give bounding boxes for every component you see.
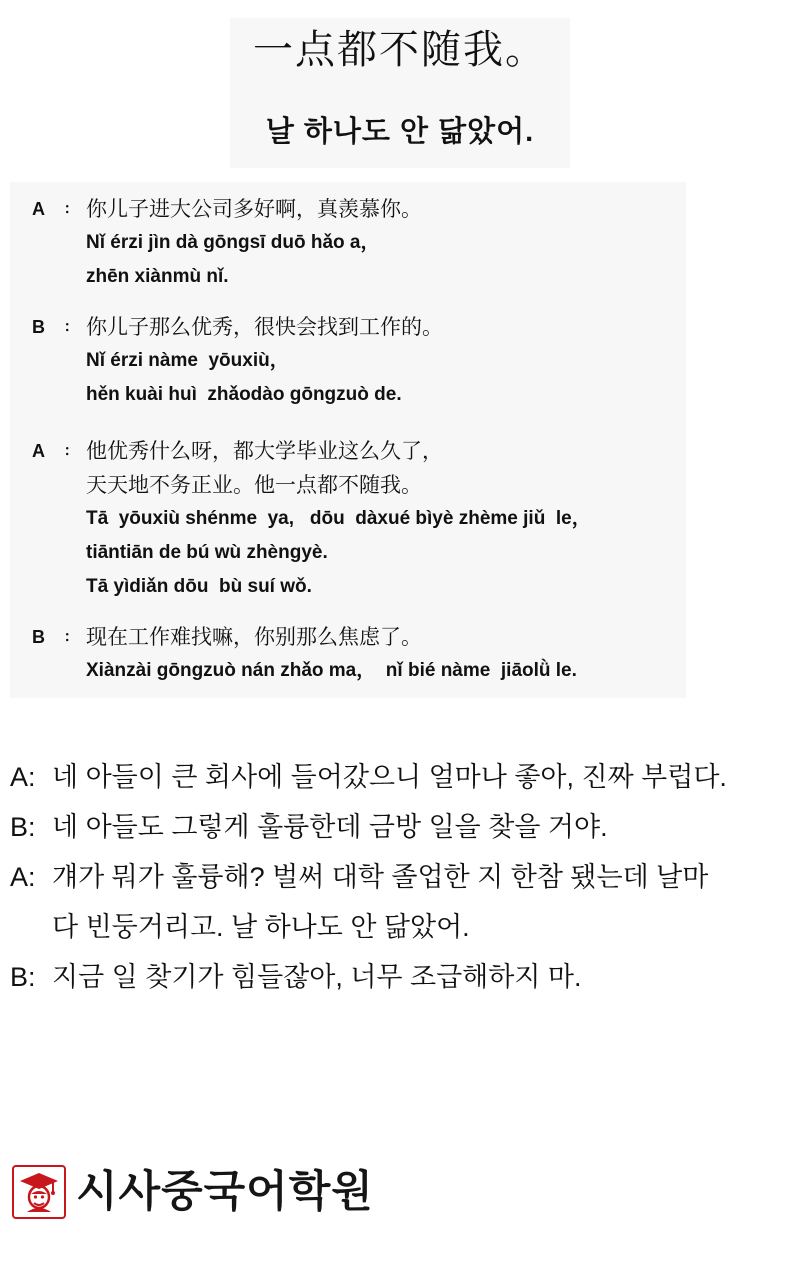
pinyin-line: Nǐ érzi nàme yōuxiù， — [86, 350, 289, 371]
speaker-colon: : — [64, 314, 71, 336]
korean-line — [10, 802, 790, 852]
korean-line — [10, 752, 790, 802]
korean-speaker-label: B: — [10, 962, 36, 992]
speaker-label: B — [32, 627, 45, 647]
chinese-line: 他优秀什么呀，都大学毕业这么久了， — [86, 439, 443, 463]
speaker-label: A — [32, 199, 45, 219]
brand-name: 시사중국어학원 — [76, 1168, 374, 1216]
speaker-colon: : — [64, 196, 71, 218]
korean-line — [10, 952, 790, 1002]
pinyin-line: Tā yōuxiù shénme ya, dōu dàxué bìyè zhème jiǔ le， — [86, 508, 591, 529]
korean-title: 날 하나도 안 닮았어. — [265, 116, 535, 148]
pinyin-line: zhēn xiànmù nǐ. — [86, 266, 229, 287]
pinyin-line: Xiànzài gōngzuò nán zhǎo ma， nǐ bié nàme jiāolǜ le. — [86, 660, 577, 681]
korean-line-continuation: 다 빈둥거리고. 날 하나도 안 닮았어. — [52, 912, 470, 942]
chinese-line: 你儿子那么优秀，很快会找到工作的。 — [86, 315, 443, 339]
korean-line — [10, 852, 790, 902]
speaker-colon: : — [64, 624, 71, 646]
korean-text: 네 아들이 큰 회사에 들어갔으니 얼마나 좋아, 진짜 부럽다. — [52, 762, 727, 792]
korean-speaker-label: A: — [10, 862, 36, 892]
speaker-label: B — [32, 317, 45, 337]
chinese-title: 一点都不随我。 — [253, 27, 547, 73]
korean-speaker-label: A: — [10, 762, 36, 792]
speaker-label: A — [32, 441, 45, 461]
korean-text: 걔가 뭐가 훌륭해? 벌써 대학 졸업한 지 한참 됐는데 날마 — [52, 862, 709, 892]
pinyin-line: tiāntiān de bú wù zhèngyè. — [86, 542, 328, 563]
chinese-line: 现在工作难找嘛，你别那么焦虑了。 — [86, 625, 422, 649]
academy-emblem-icon — [12, 1165, 66, 1219]
korean-text: 네 아들도 그렇게 훌륭한데 금방 일을 찾을 거야. — [52, 812, 608, 842]
chinese-line: 天天地不务正业。他一点都不随我。 — [86, 473, 422, 497]
korean-speaker-label: B: — [10, 812, 36, 842]
korean-translation — [10, 752, 790, 1002]
korean-text: 지금 일 찾기가 힘들잖아, 너무 조급해하지 마. — [52, 962, 582, 992]
pinyin-line: Tā yìdiǎn dōu bù suí wǒ. — [86, 576, 312, 597]
pinyin-line: Nǐ érzi jìn dà gōngsī duō hǎo a， — [86, 232, 380, 253]
pinyin-line: hěn kuài huì zhǎodào gōngzuò de. — [86, 384, 402, 405]
dialogue-panel — [10, 182, 686, 698]
chinese-line: 你儿子进大公司多好啊，真羡慕你。 — [86, 197, 422, 221]
brand-logo — [12, 1162, 374, 1222]
speaker-colon: : — [64, 438, 71, 460]
